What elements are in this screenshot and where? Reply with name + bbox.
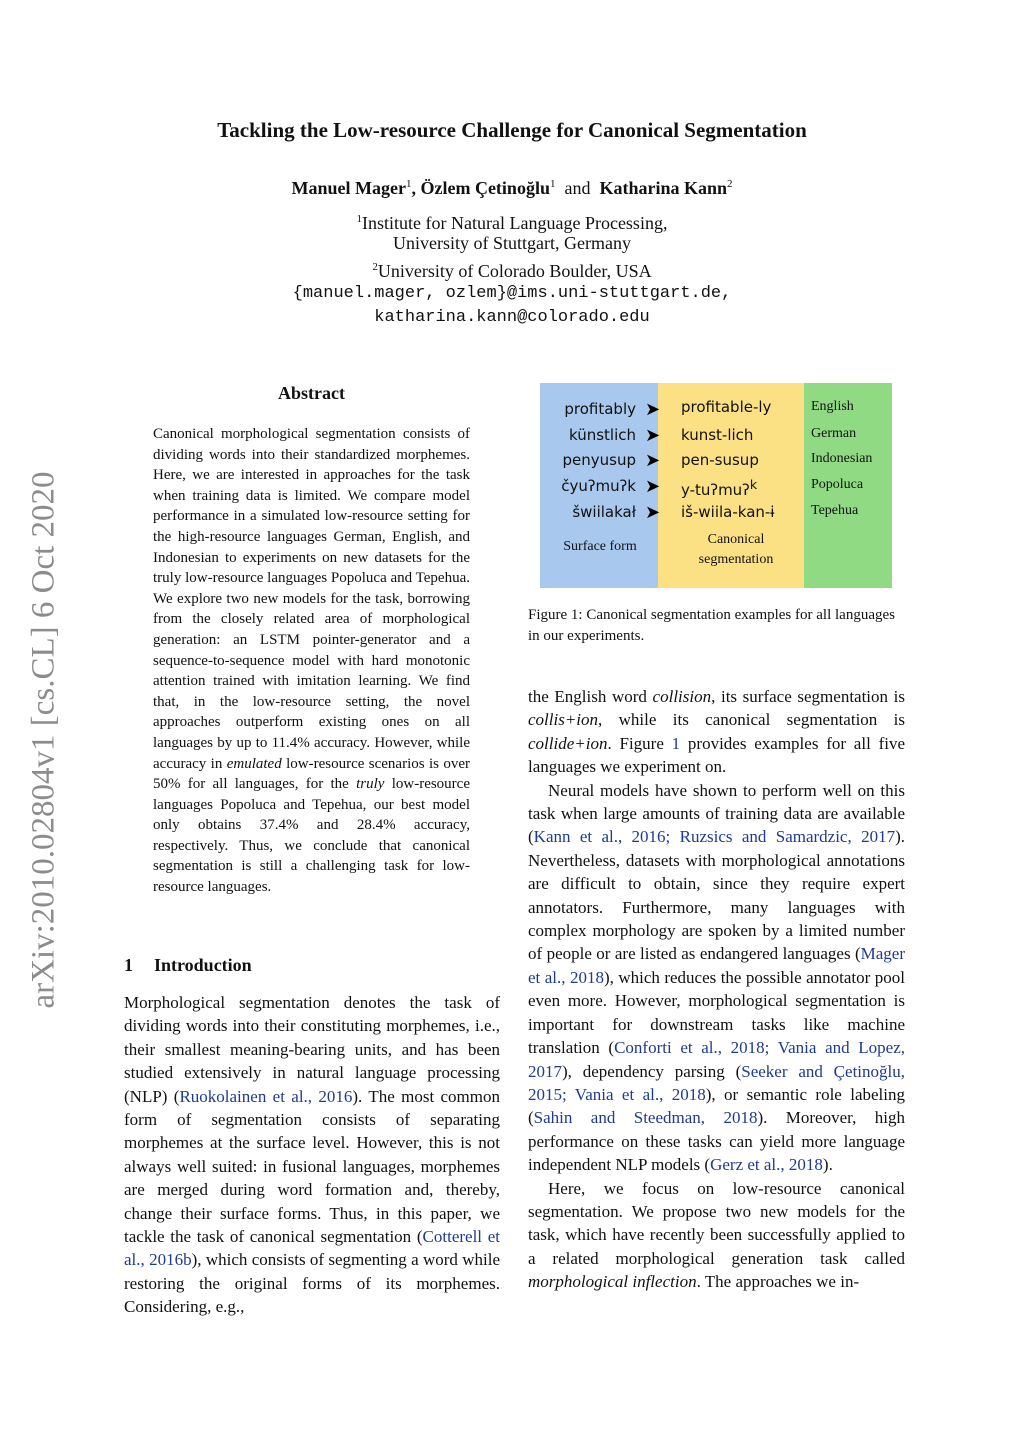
affiliation-sup: 2	[372, 261, 378, 273]
citation-link[interactable]: Conforti et al., 2018; Vania and Lopez, 2017	[528, 1038, 905, 1081]
arrow-icon: ➤	[645, 450, 661, 471]
paragraph	[528, 685, 905, 779]
label-line: segmentation	[698, 552, 774, 567]
figure-ref-link[interactable]: 1	[671, 733, 681, 753]
label-line: Canonical	[707, 532, 765, 547]
text: , while its canonical segmentation is	[598, 710, 905, 730]
citation-link[interactable]: Gerz et al., 2018	[710, 1155, 823, 1175]
email-line: {manuel.mager, ozlem}@ims.uni-stuttgart.de,	[292, 284, 732, 303]
surface-form: profitably	[564, 400, 636, 418]
figure-1	[540, 383, 892, 588]
intro-left-column	[124, 991, 500, 1319]
author-line	[0, 178, 1024, 199]
emphasis: morphological inflection	[528, 1272, 697, 1292]
text: ), which reduces the possible annotator pool even more. However, morphological segmentation is important for downstream tasks like machine translation (	[528, 967, 905, 1058]
author-sup: 1	[549, 178, 556, 190]
text: ), dependency parsing (	[562, 1061, 742, 1081]
text: ). The most common form of segmentation consists of separating morphemes at the surface level. However, this is not always well suited: in fusional languages, morphemes are merged during word formation and, thereby, change their surface forms. Thus, in this paper, we tackle the task of canonical segmentation (	[124, 1086, 500, 1247]
canonical-form: iš-wiila-kan-ɨ	[681, 503, 775, 521]
language-name: Popoluca	[811, 477, 864, 492]
emphasis: collision	[652, 687, 712, 706]
canonical-text: y-tuʔmuʔ	[681, 481, 750, 499]
text: provides examples for all five languages we experiment on.	[528, 733, 905, 777]
arrow-icon: ➤	[645, 476, 661, 497]
author-and: and	[564, 178, 591, 198]
affiliation-text: University of Colorado Boulder, USA	[377, 261, 652, 281]
email-line: katharina.kann@colorado.edu	[374, 308, 650, 327]
canonical-form: profitable-ly	[681, 398, 772, 416]
emphasis: collis+ion	[528, 710, 599, 730]
author-separator: ,	[411, 178, 416, 198]
arrow-icon: ➤	[645, 399, 661, 420]
text: ), which consists of segmenting a word while restoring the original forms of its morphemes. Considering, e.g.,	[124, 1250, 500, 1317]
author-name: Katharina Kann	[599, 178, 727, 198]
text: ). Moreover, high performance on these tasks can yield more language independent NLP models (	[528, 1108, 905, 1175]
text: Morphological segmentation denotes the task of dividing words into their constituting morphemes, i.e., their smallest meaning-bearing units, and has been studied extensively in natural language processing (NLP) (	[124, 993, 500, 1106]
figure-row	[540, 503, 892, 529]
surface-form: künstlich	[568, 426, 636, 444]
affiliation-text: Institute for Natural Language Processing,	[362, 213, 668, 233]
figure-row	[540, 451, 892, 477]
text: . The approaches we in-	[696, 1272, 860, 1292]
citation-link[interactable]: Cotterell et al., 2016b	[124, 1227, 500, 1270]
arrow-icon: ➤	[645, 502, 661, 523]
section-number: 1	[124, 955, 133, 975]
abstract-text: low-resource languages Popoluca and Tepehua, our best model only obtains 37.4% and 28.4% accuracy, respectively. Thus, we conclude that canonical segmentation is still a challenging task for low-resource languages.	[153, 776, 470, 896]
paper-title: Tackling the Low-resource Challenge for Canonical Segmentation	[217, 118, 807, 142]
paragraph	[528, 1177, 905, 1294]
language-name: English	[811, 399, 854, 414]
citation-link[interactable]: Mager et al., 2018	[528, 944, 905, 987]
canonical-superscript: k	[749, 477, 758, 492]
intro-right-column	[528, 685, 905, 1294]
author-sup: 1	[405, 178, 412, 190]
figure-row	[540, 426, 892, 452]
abstract-body	[153, 424, 470, 898]
text: the English word	[528, 687, 653, 706]
arxiv-stamp: arXiv:2010.02804v1 [cs.CL] 6 Oct 2020	[25, 471, 62, 1009]
text: ).	[822, 1155, 833, 1175]
abstract-heading: Abstract	[278, 383, 345, 403]
paragraph	[528, 779, 905, 1177]
surface-form: penyusup	[562, 451, 636, 469]
affiliation	[0, 255, 1024, 283]
figure-row	[540, 477, 892, 503]
text: , its surface segmentation is	[711, 687, 905, 706]
surface-form: čyuʔmuʔk	[561, 477, 636, 495]
surface-form: šwiilakał	[572, 503, 636, 521]
figure-row	[540, 400, 892, 426]
affiliation-text: University of Stuttgart, Germany	[393, 233, 631, 253]
language-name: German	[811, 426, 857, 441]
abstract-emphasis: emulated	[226, 755, 282, 772]
figure-caption: Figure 1: Canonical segmentation examples for all languages in our experiments.	[528, 607, 895, 644]
canonical-form: pen-susup	[681, 451, 759, 469]
author-sup: 2	[726, 178, 733, 190]
abstract-text: Canonical morphological segmentation consists of dividing words into their standardized morphemes. Here, we are interested in approaches for the task when training data is limited. We compare model performance in a simulated low-resource setting for the high-resource languages German, English, and Indonesian to experiments on new datasets for the truly low-resource languages Popoluca and Tepehua. We explore two new models for the task, borrowing from the closely related area of morphological generation: an LSTM pointer-generator and a sequence-to-sequence model with hard monotonic attention trained with imitation learning. We find that, in the low-resource setting, the novel approaches outperform existing ones on all languages by up to 11.4% accuracy. However, while accuracy in	[153, 426, 470, 772]
emphasis: collide+ion	[528, 733, 608, 753]
affiliation	[0, 231, 1024, 255]
citation-link[interactable]: Sahin and Steedman, 2018	[533, 1108, 758, 1128]
canonical-form	[681, 477, 757, 499]
surface-form-label: Surface form	[563, 539, 637, 554]
language-name: Tepehua	[811, 503, 859, 518]
text: . Figure	[607, 733, 672, 753]
abstract-text: low-resource scenarios is over 50% for all languages, for the	[153, 755, 470, 793]
text: Here, we focus on low-resource canonical segmentation. We propose two new models for the task, which have recently been successfully applied to a related morphological generation task called	[528, 1178, 905, 1268]
author-name: Özlem Çetinoğlu	[420, 178, 550, 198]
citation-link[interactable]: Ruokolainen et al., 2016	[179, 1086, 353, 1106]
text: ), or semantic role labeling (	[528, 1084, 905, 1128]
language-name: Indonesian	[811, 451, 873, 466]
section-title: Introduction	[154, 955, 252, 975]
arrow-icon: ➤	[645, 425, 661, 446]
citation-link[interactable]: Kann et al., 2016; Ruzsics and Samardzic, 2017	[533, 827, 896, 847]
abstract-emphasis: truly	[356, 776, 385, 793]
paragraph	[124, 991, 500, 1319]
canonical-segmentation-label	[658, 530, 814, 570]
affiliation-sup: 1	[356, 213, 363, 225]
canonical-form: kunst-lich	[681, 426, 754, 444]
citation-link[interactable]: Seeker and Çetinoğlu, 2015; Vania et al., 2018	[528, 1061, 905, 1104]
author-name: Manuel Mager	[291, 178, 406, 198]
section-heading	[124, 955, 252, 976]
text: ). Nevertheless, datasets with morphological annotations are difficult to obtain, since they require expert annotators. Furthermore, many languages with complex morphology are spoken by a limited number of people or are listed as endangered languages (	[528, 827, 905, 964]
text: Neural models have shown to perform well on this task when large amounts of training data are available (	[528, 780, 905, 847]
